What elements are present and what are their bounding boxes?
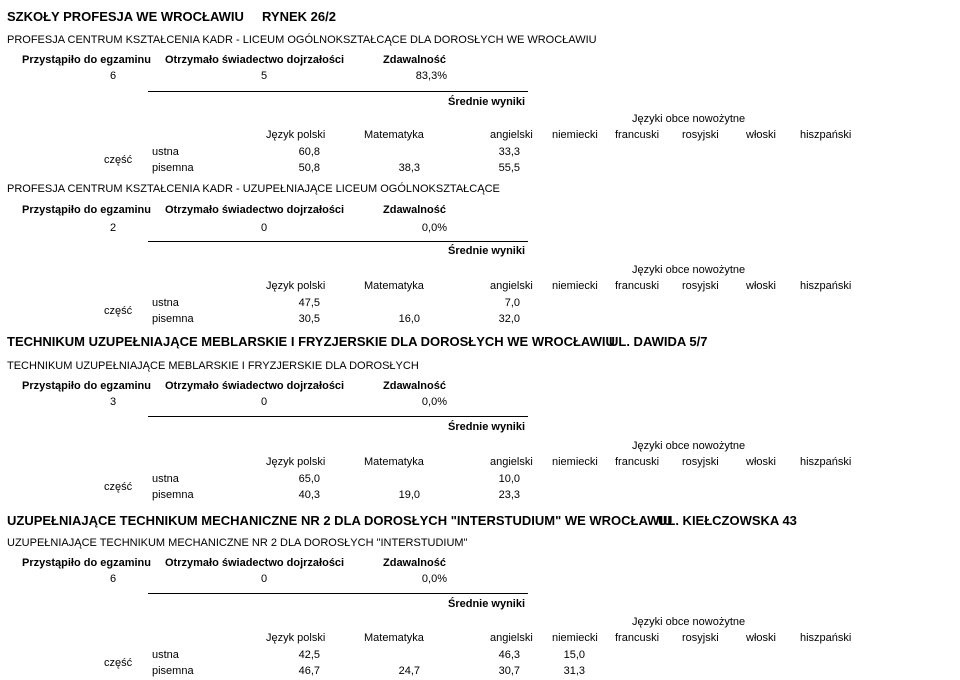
col-angielski: angielski [490,129,533,141]
pisemna-polski: 40,3 [298,489,320,501]
row-pisemna-label: pisemna [152,665,194,677]
col-hiszpanski: hiszpański [800,456,852,468]
przystapilo-value: 6 [110,70,117,82]
col-header-otrzymalo: Otrzymało świadectwo dojrzałości [165,380,345,392]
jezyki-obce-heading: Języki obce nowożytne [632,113,746,125]
jezyki-obce-heading: Języki obce nowożytne [632,616,746,628]
col-hiszpanski: hiszpański [800,129,852,141]
col-header-otrzymalo: Otrzymało świadectwo dojrzałości [165,204,345,216]
col-francuski: francuski [615,632,660,644]
srednie-wyniki-heading: Średnie wyniki [448,245,526,257]
col-matematyka: Matematyka [364,280,424,292]
ustna-angielski: 33,3 [498,146,520,158]
col-header-zdawalnosc: Zdawalność [383,380,446,392]
col-header-zdawalnosc: Zdawalność [383,54,446,66]
pisemna-matematyka: 16,0 [398,313,420,325]
row-pisemna-label: pisemna [152,313,194,325]
school-title: SZKOŁY PROFESJA WE WROCŁAWIU [7,9,244,24]
col-header-przystapilo: Przystąpiło do egzaminu [22,380,151,392]
col-jezyk-polski: Język polski [266,129,326,141]
przystapilo-value: 6 [110,573,117,585]
row-ustna-label: ustna [152,649,179,661]
czesc-label: część [104,481,133,493]
col-francuski: francuski [615,456,660,468]
pisemna-angielski: 32,0 [498,313,520,325]
divider [148,241,528,242]
col-rosyjski: rosyjski [682,129,719,141]
col-francuski: francuski [615,129,660,141]
col-header-przystapilo: Przystąpiło do egzaminu [22,557,151,569]
pisemna-angielski: 30,7 [498,665,520,677]
col-angielski: angielski [490,456,533,468]
zdawalnosc-value: 0,0% [421,222,447,234]
przystapilo-value: 2 [110,222,117,234]
pisemna-angielski: 23,3 [498,489,520,501]
ustna-angielski: 10,0 [498,473,520,485]
row-ustna-label: ustna [152,146,179,158]
section-name: PROFESJA CENTRUM KSZTAŁCENIA KADR - LICEUM OGÓLNOKSZTAŁCĄCE DLA DOROSŁYCH WE WROCŁAWIU [7,34,597,46]
col-jezyk-polski: Język polski [266,456,326,468]
school-address: UL. KIEŁCZOWSKA 43 [658,513,797,528]
ustna-polski: 42,5 [298,649,320,661]
col-rosyjski: rosyjski [682,632,719,644]
col-francuski: francuski [615,280,660,292]
srednie-wyniki-heading: Średnie wyniki [448,421,526,433]
row-ustna-label: ustna [152,297,179,309]
otrzymalo-value: 5 [261,70,268,82]
otrzymalo-value: 0 [261,396,268,408]
zdawalnosc-value: 83,3% [415,70,447,82]
col-header-zdawalnosc: Zdawalność [383,557,446,569]
pisemna-niemiecki: 31,3 [563,665,585,677]
ustna-polski: 47,5 [298,297,320,309]
col-niemiecki: niemiecki [552,456,598,468]
col-wloski: włoski [746,129,776,141]
pisemna-polski: 30,5 [298,313,320,325]
col-niemiecki: niemiecki [552,129,598,141]
jezyki-obce-heading: Języki obce nowożytne [632,440,746,452]
col-header-przystapilo: Przystąpiło do egzaminu [22,54,151,66]
col-wloski: włoski [746,632,776,644]
school-address: RYNEK 26/2 [262,9,336,24]
col-matematyka: Matematyka [364,129,424,141]
col-header-otrzymalo: Otrzymało świadectwo dojrzałości [165,54,345,66]
ustna-niemiecki: 15,0 [563,649,585,661]
section-name: PROFESJA CENTRUM KSZTAŁCENIA KADR - UZUPEŁNIAJĄCE LICEUM OGÓLNOKSZTAŁCĄCE [7,183,500,195]
srednie-wyniki-heading: Średnie wyniki [448,96,526,108]
col-jezyk-polski: Język polski [266,280,326,292]
otrzymalo-value: 0 [261,222,268,234]
czesc-label: część [104,154,133,166]
pisemna-matematyka: 24,7 [398,665,420,677]
col-header-przystapilo: Przystąpiło do egzaminu [22,204,151,216]
srednie-wyniki-heading: Średnie wyniki [448,598,526,610]
col-header-otrzymalo: Otrzymało świadectwo dojrzałości [165,557,345,569]
col-angielski: angielski [490,280,533,292]
jezyki-obce-heading: Języki obce nowożytne [632,264,746,276]
col-wloski: włoski [746,456,776,468]
divider [148,91,528,92]
pisemna-polski: 46,7 [298,665,320,677]
pisemna-angielski: 55,5 [498,162,520,174]
czesc-label: część [104,657,133,669]
col-niemiecki: niemiecki [552,280,598,292]
otrzymalo-value: 0 [261,573,268,585]
pisemna-polski: 50,8 [298,162,320,174]
pisemna-matematyka: 19,0 [398,489,420,501]
col-wloski: włoski [746,280,776,292]
row-pisemna-label: pisemna [152,489,194,501]
section-name: UZUPEŁNIAJĄCE TECHNIKUM MECHANICZNE NR 2 DLA DOROSŁYCH "INTERSTUDIUM" [7,537,468,549]
zdawalnosc-value: 0,0% [421,573,447,585]
col-header-zdawalnosc: Zdawalność [383,204,446,216]
divider [148,593,528,594]
col-matematyka: Matematyka [364,632,424,644]
col-jezyk-polski: Język polski [266,632,326,644]
ustna-angielski: 46,3 [498,649,520,661]
czesc-label: część [104,305,133,317]
ustna-polski: 65,0 [298,473,320,485]
col-matematyka: Matematyka [364,456,424,468]
divider [148,416,528,417]
school-title: TECHNIKUM UZUPEŁNIAJĄCE MEBLARSKIE I FRYZJERSKIE DLA DOROSŁYCH WE WROCŁAWIU [7,334,615,349]
school-title: UZUPEŁNIAJĄCE TECHNIKUM MECHANICZNE NR 2 DLA DOROSŁYCH "INTERSTUDIUM" WE WROCŁAWIU [7,513,673,528]
section-name: TECHNIKUM UZUPEŁNIAJĄCE MEBLARSKIE I FRYZJERSKIE DLA DOROSŁYCH [7,360,419,372]
ustna-polski: 60,8 [298,146,320,158]
przystapilo-value: 3 [110,396,117,408]
ustna-angielski: 7,0 [504,297,520,309]
col-hiszpanski: hiszpański [800,280,852,292]
pisemna-matematyka: 38,3 [398,162,420,174]
zdawalnosc-value: 0,0% [421,396,447,408]
row-ustna-label: ustna [152,473,179,485]
row-pisemna-label: pisemna [152,162,194,174]
col-rosyjski: rosyjski [682,280,719,292]
school-address: UL. DAWIDA 5/7 [609,334,708,349]
col-hiszpanski: hiszpański [800,632,852,644]
col-rosyjski: rosyjski [682,456,719,468]
col-angielski: angielski [490,632,533,644]
col-niemiecki: niemiecki [552,632,598,644]
